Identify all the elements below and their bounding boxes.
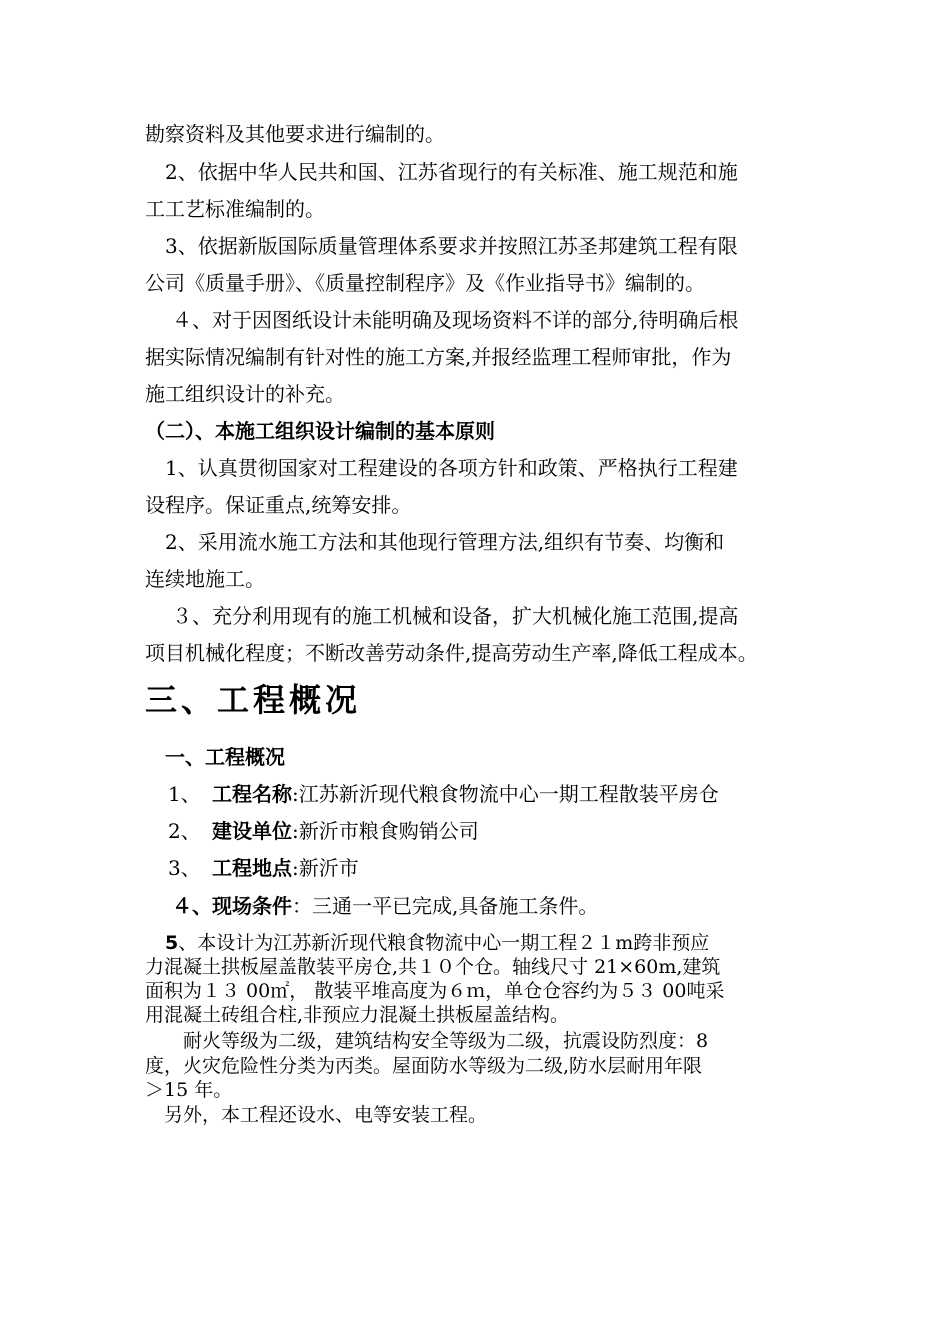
item-number: 1、: [168, 782, 201, 806]
item-label: ４、现场条件: [172, 894, 292, 918]
section-subheading: 一、工程概况: [165, 745, 285, 769]
principles-heading: （二）、本施工组织设计编制的基本原则: [145, 419, 495, 443]
fire-line-3: ＞15 年。: [145, 1079, 233, 1101]
principles-item-2a: 2、采用流水施工方法和其他现行管理方法,组织有节奏、均衡和: [165, 530, 725, 554]
basis-item-3b: 公司《质量手册》、《质量控制程序》及《作业指导书》编制的。: [145, 271, 705, 295]
design-line-1: [165, 932, 845, 954]
design-line-2: 力混凝土拱板屋盖散装平房仓,共１０个仓。轴线尺寸 21×60m,建筑: [145, 956, 721, 978]
fire-line-2: 度，火灾危险性分类为丙类。屋面防水等级为二级,防水层耐用年限: [145, 1055, 703, 1077]
principles-item-1b: 设程序。保证重点,统筹安排。: [145, 493, 412, 517]
basis-line-1: 勘察资料及其他要求进行编制的。: [145, 122, 445, 146]
item-value: :新沂市: [292, 856, 359, 880]
item-value: ：三通一平已完成,具备施工条件。: [292, 894, 599, 918]
design-text: 、本设计为江苏新沂现代粮食物流中心一期工程２１m跨非预应: [178, 932, 710, 954]
project-name-row: [168, 781, 848, 807]
basis-item-4b: 据实际情况编制有针对性的施工方案,并报经监理工程师审批，作为: [145, 345, 732, 369]
item-value: :江苏新沂现代粮食物流中心一期工程散装平房仓: [292, 782, 719, 806]
fire-line-1: 耐火等级为二级，建筑结构安全等级为二级，抗震设防烈度：8: [145, 1030, 709, 1052]
site-conditions-row: [172, 893, 852, 919]
principles-item-1a: 1、认真贯彻国家对工程建设的各项方针和政策、严格执行工程建: [165, 456, 738, 480]
basis-item-3a: 3、依据新版国际质量管理体系要求并按照江苏圣邦建筑工程有限: [165, 234, 738, 258]
item-label: 工程名称: [212, 782, 292, 806]
construction-unit-row: [168, 818, 848, 844]
principles-item-3b: 项目机械化程度；不断改善劳动条件,提高劳动生产率,降低工程成本。: [145, 641, 758, 665]
basis-item-4c: 施工组织设计的补充。: [145, 382, 345, 406]
item-number: 2、: [168, 819, 201, 843]
item-number: 3、: [168, 856, 201, 880]
design-line-4: 用混凝土砖组合柱,非预应力混凝土拱板屋盖结构。: [145, 1004, 570, 1026]
basis-item-2a: 2、依据中华人民共和国、江苏省现行的有关标准、施工规范和施: [165, 160, 738, 184]
item-label: 工程地点: [212, 856, 292, 880]
item-number: 5: [165, 932, 179, 954]
project-location-row: [168, 855, 848, 881]
section-title: 三、工程概况: [145, 681, 362, 719]
basis-item-2b: 工工艺标准编制的。: [145, 197, 325, 221]
item-label: 建设单位: [212, 819, 292, 843]
design-line-3: 面积为１３ 00㎡， 散装平堆高度为６ｍ，单仓仓容约为５３ 00吨采: [145, 980, 725, 1002]
principles-item-3a: ３、充分利用现有的施工机械和设备，扩大机械化施工范围,提高: [172, 604, 739, 628]
basis-item-4a: ４、对于因图纸设计未能明确及现场资料不详的部分,待明确后根: [172, 308, 739, 332]
item-value: :新沂市粮食购销公司: [292, 819, 479, 843]
principles-item-2b: 连续地施工。: [145, 567, 265, 591]
other-installation-line: 另外，本工程还设水、电等安装工程。: [145, 1104, 488, 1126]
